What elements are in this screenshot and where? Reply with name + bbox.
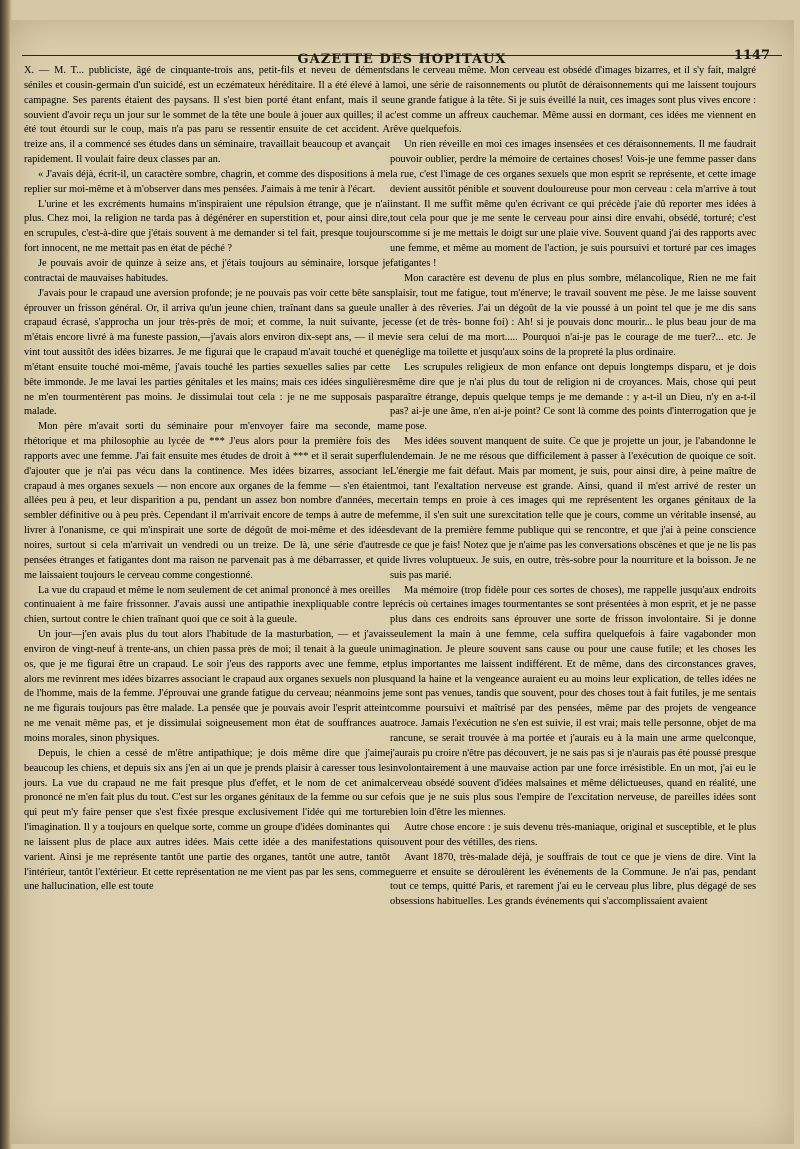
paragraph: « J'avais déjà, écrit-il, un caractère sombre, chagrin, et comme des dispositions à me replier sur moi-même et à m'observer dans mes pensées. J'aimais à me tenir à l'écart. [24,168,390,195]
paragraph: Un rien réveille en moi ces images insensées et ces déraisonnements. Il me faudrait pouvoir oublier, perdre la mémoire de certaines choses! Vois-je une femme passer dans la rue, c'est l'image de ces organes sexuels que mon esprit se représente, et cette image devient aussitôt pénible et souvent douloureuse pour mon cerveau : cela m'arrive à tout instant. Il me suffit même qu'en écrivant ce qui précède j'aie dû reporter mes idées à tout cela pour que je me sente le cerveau pour ainsi dire envahi, obsédé, torturé; c'est comme si je me mettais le doigt sur une plaie vive. Souvent quand j'ai des rapports avec une femme, et même au moment de l'action, je suis poursuivi et torturé par ces images fatigantes ! [390,139,756,269]
paragraph: Autre chose encore : je suis devenu très-maniaque, original et susceptible, et le plus souvent pour des vétilles, des riens. [390,822,756,848]
header-rule [22,55,782,56]
paragraph: La vue du crapaud et même le nom seulement de cet animal prononcé à mes oreilles continuaient à me faire frissonner. J'avais aussi une antipathie inexpliquable contre le chien, surtout contre le chien traînant quoi que ce soit à la gueule. [24,584,390,626]
publication-title: GAZETTE DES HOPITAUX [297,52,507,67]
paragraph: X. — M. T... publiciste, âgé de cinquante-trois ans, petit-fils et neveu de déments séniles et cousin-germain d'un suicidé, est un eczémateux héréditaire. Il a été élevé à la campagne. Ses parents étaient des paysans. Il s'est bien porté étant enfant, mais il se souvient d'avoir reçu un jour sur le sommet de la tête une boule à jouer aux quilles; il a été tout étourdi sur le coup, mais n'a pas paru se ressentir ensuite de cet accident. A treize ans, il a commencé ses études dans un séminaire, travaillait beaucoup et avançait rapidement. Il voulait faire deux classes par an. [24,65,390,166]
paragraph: Mon père m'avait sorti du séminaire pour m'envoyer faire ma seconde, ma rhétorique et ma philosophie au lycée de *** J'eus alors pour la première fois des rapports avec une femme. J'ai fait ensuite mes études de droit à *** et il serait superflu d'ajouter que je n'ai pas vécu dans la continence. Mes idées bizarres, associant le crapaud à mes organes sexuels — non encore aux organes de la femme — s'en étaient allées peu à peu, et leur disparition a pu, pendant un assez bon nombre d'années, me sembler définitive ou à peu près. Cependant il m'arrivait encore de temps à autre de me livrer à l'onanisme, ce qui m'inspirait une sorte de dégoût de moi-même et des idées noires, surtout si cela m'arrivait un vendredi ou un treize. De là, une série d'autres pensées étranges et fatigantes dont ma raison ne parvenait pas à me débarrasser, et qui me laissaient toujours le cerveau comme congestionné. [24,421,390,581]
paragraph: J'avais pour le crapaud une aversion profonde; je ne pouvais pas voir cette bête sans éprouver un frisson général. Or, il arriva qu'un jeune chien, traînant dans sa gueule un crapaud écrasé, s'approcha un jour très-près de moi; et comme, la nuit suivante, je m'étais encore livré à ma funeste passion,—j'avais alors environ dix-sept ans, — il me vint tout aussitôt des idées bizarres. Je me figurai que le crapaud m'avait touché et que m'étant ensuite touché moi-même, j'avais touché les parties sexuelles salies par cette bête immonde. Je me lavai les parties génitales et les mains; mais ces idées singulières ne m'en tourmentèrent pas moins. Je dissimulai tout cela : je ne me supposais pas malade. [24,287,390,418]
paragraph: dans le cerveau même. Mon cerveau est obsédé d'images bizarres, et il s'y fait, malgré moi, une série de raisonnements ou plutôt de déraisonnements qui me laissent toujours une grande fatigue à la tête. Si je suis éveillé la nuit, ces images sont plus vives encore : c'est comme un affreux cauchemar. Même aussi en dormant, ces idées me viennent en rêve quelquefois. [390,65,756,136]
page-number: 1147 [733,48,770,63]
paragraph: Les scrupules religieux de mon enfance ont depuis longtemps disparu, et je dois même dire que je n'ai plus du tout de religion ni de croyances. Mais, chose qui peut paraître étrange, depuis quelque temps je me demande : y a-t-il un Dieu, n'y en a-t-il pas? ai-je une âme, n'en ai-je point? Ce sont là comme des points d'interrogation que je me pose. [390,361,756,433]
right-column [390,64,756,910]
paragraph: L'urine et les excréments humains m'inspiraient une répulsion étrange, que je n'ai plus. Chez moi, la religion ne tarda pas à dégénérer en superstition et, pour ainsi dire, en scrupules, c'est-à-dire que j'étais souvent à me demander si tel fait, presque toujours fort innocent, ne me mettait pas en état de péché ? [24,198,390,255]
paragraph: Mon caractère est devenu de plus en plus sombre, mélancolique, Rien ne me fait plaisir, tout me fatigue, tout m'énerve; le travail souvent me pèse. Je me laisse souvent aller à des rêveries. J'ai un dégoût de la vie poussé à un point tel que je me dis sans cesse (et de très- bonne foi) : Ah! si je pouvais donc mourir... le plus beau jour de ma vie sera celui de ma mort..... Pourquoi n'ai-je pas le courage de me tuer?... etc. Je néglige ma toilette et jusqu'aux soins de la propreté la plus ordinaire. [390,272,756,359]
paragraph: Je pouvais avoir de quinze à seize ans, et j'étais toujours au séminaire, lorsque je contractai de mauvaises habitudes. [24,257,390,284]
paragraph: Avant 1870, très-malade déjà, je souffrais de tout ce que je viens de dire. Vint la guerre et ensuite se déroulèrent les événements de la Commune. Je n'ai pas, pendant tout ce temps, quitté Paris, et rarement j'ai eu le cerveau plus libre, plus dégagé de ses obsessions habituelles. Les grands événements qui s'accomplissaient avaient [390,851,756,908]
left-column [24,64,390,895]
paragraph: Ma mémoire (trop fidèle pour ces sortes de choses), me rappelle jusqu'aux endroits précis où certaines images tourmentantes se sont présentées à mon esprit, et je ne passe plus dans ces endroits sans éprouver une sorte de frisson involontaire. Si je donne seulement la main à une femme, cela suffira quelquefois à faire vagabonder mon imagination. Je pleure souvent sans cause ou pour une cause futile; et les choses les plus importantes me laissent indifférent. Et de même, dans des circonstances graves, quand la haine et la vengeance auraient eu au moins leur explication, de telles idées ne me sont pas venues, tandis que souvent, pour des choses tout à fait futiles, je me sentais comme poursuivi et maîtrisé par des pensées, même par des projets de vengeance atroce. Jamais l'exécution ne s'en est suivie, il est vrai; mais telle personne, objet de ma rancune, se serait trouvée à ma portée et j'aurais eu à la main une arme quelconque, j'aurais pu croire n'être pas découvert, je ne sais pas si je n'aurais pas été poussé presque involontairement à une mauvaise action par une force irrésistible. En un mot, j'ai eu le cerveau obsédé souvent d'idées malsaines et même délictueuses, quand en réalité, une fois que je ne suis plus sous l'empire de l'excitation nerveuse, de pareilles idées sont bien loin d'être les miennes. [390,584,756,819]
paragraph: Depuis, le chien a cessé de m'être antipathique; je dois même dire que j'aime beaucoup les chiens, et depuis six ans j'en ai un que je prends plaisir à caresser tous les jours. La vue du crapaud ne me fait presque plus d'effet, et le nom de cet animal prononcé ne m'en fait plus du tout. C'est sur les organes génitaux de la femme ou sur ce qui peut m'y faire penser que s'est fixée presque exclusivement l'idée qui me torture l'imagination. Il y a toujours en quelque sorte, comme un groupe d'idées dominantes qui ne laissent plus de place aux autres idées. Mais cette idée a des manifestations qui varient. Ainsi je me représente tantôt une partie des organes, tantôt une autre, tantôt l'intérieur, tantôt l'extérieur. Et cette représentation ne me vient pas par les sens, comme une hallucination, elle est toute [24,747,390,893]
paragraph: Mes idées souvent manquent de suite. Ce que je projette un jour, je l'abandonne le lendemain. Je ne me résous que difficilement à passer à l'exécution de quoique ce soit. L'énergie me fait défaut. Mais par moment, je suis, pour ainsi dire, à peine maître de moi, tant l'exaltation nerveuse est grande. Ainsi, quand il m'est arrivé de rester un certain temps en proie à ces images qui me représentent les organes génitaux de la femme, il s'en suit une surexcitation telle que je cours, comme un véritable insensé, au devant de la première femme publique qui se rencontre, et que j'ai à peine conscience de ce que je fais! Notez que je n'aime pas les conversations obscènes et que je ne lis pas de livres voluptueux. Je suis, en outre, très-sobre pour la nourriture et la boisson. Je ne suis pas marié. [390,436,756,581]
paragraph: Un jour—j'en avais plus du tout alors l'habitude de la masturbation, — et j'avais environ de vingt-neuf à trente-ans, un chien passa près de moi; il tenait à la gueule un os, que je me figurai être un crapaud. Le soir j'eus des rapports avec une femme, et alors me revinrent mes idées bizarres associant le crapaud aux organes sexuels non plus de l'homme, mais de la femme. J'éprouvai une grande fatigue du cerveau; néanmoins je ne me figurais toujours pas être malade. La pensée que je pouvais avoir l'esprit atteint ne me venait même pas, et je dissimulai soigneusement mon état de souffrances au moins morales, sinon physiques. [24,629,390,744]
